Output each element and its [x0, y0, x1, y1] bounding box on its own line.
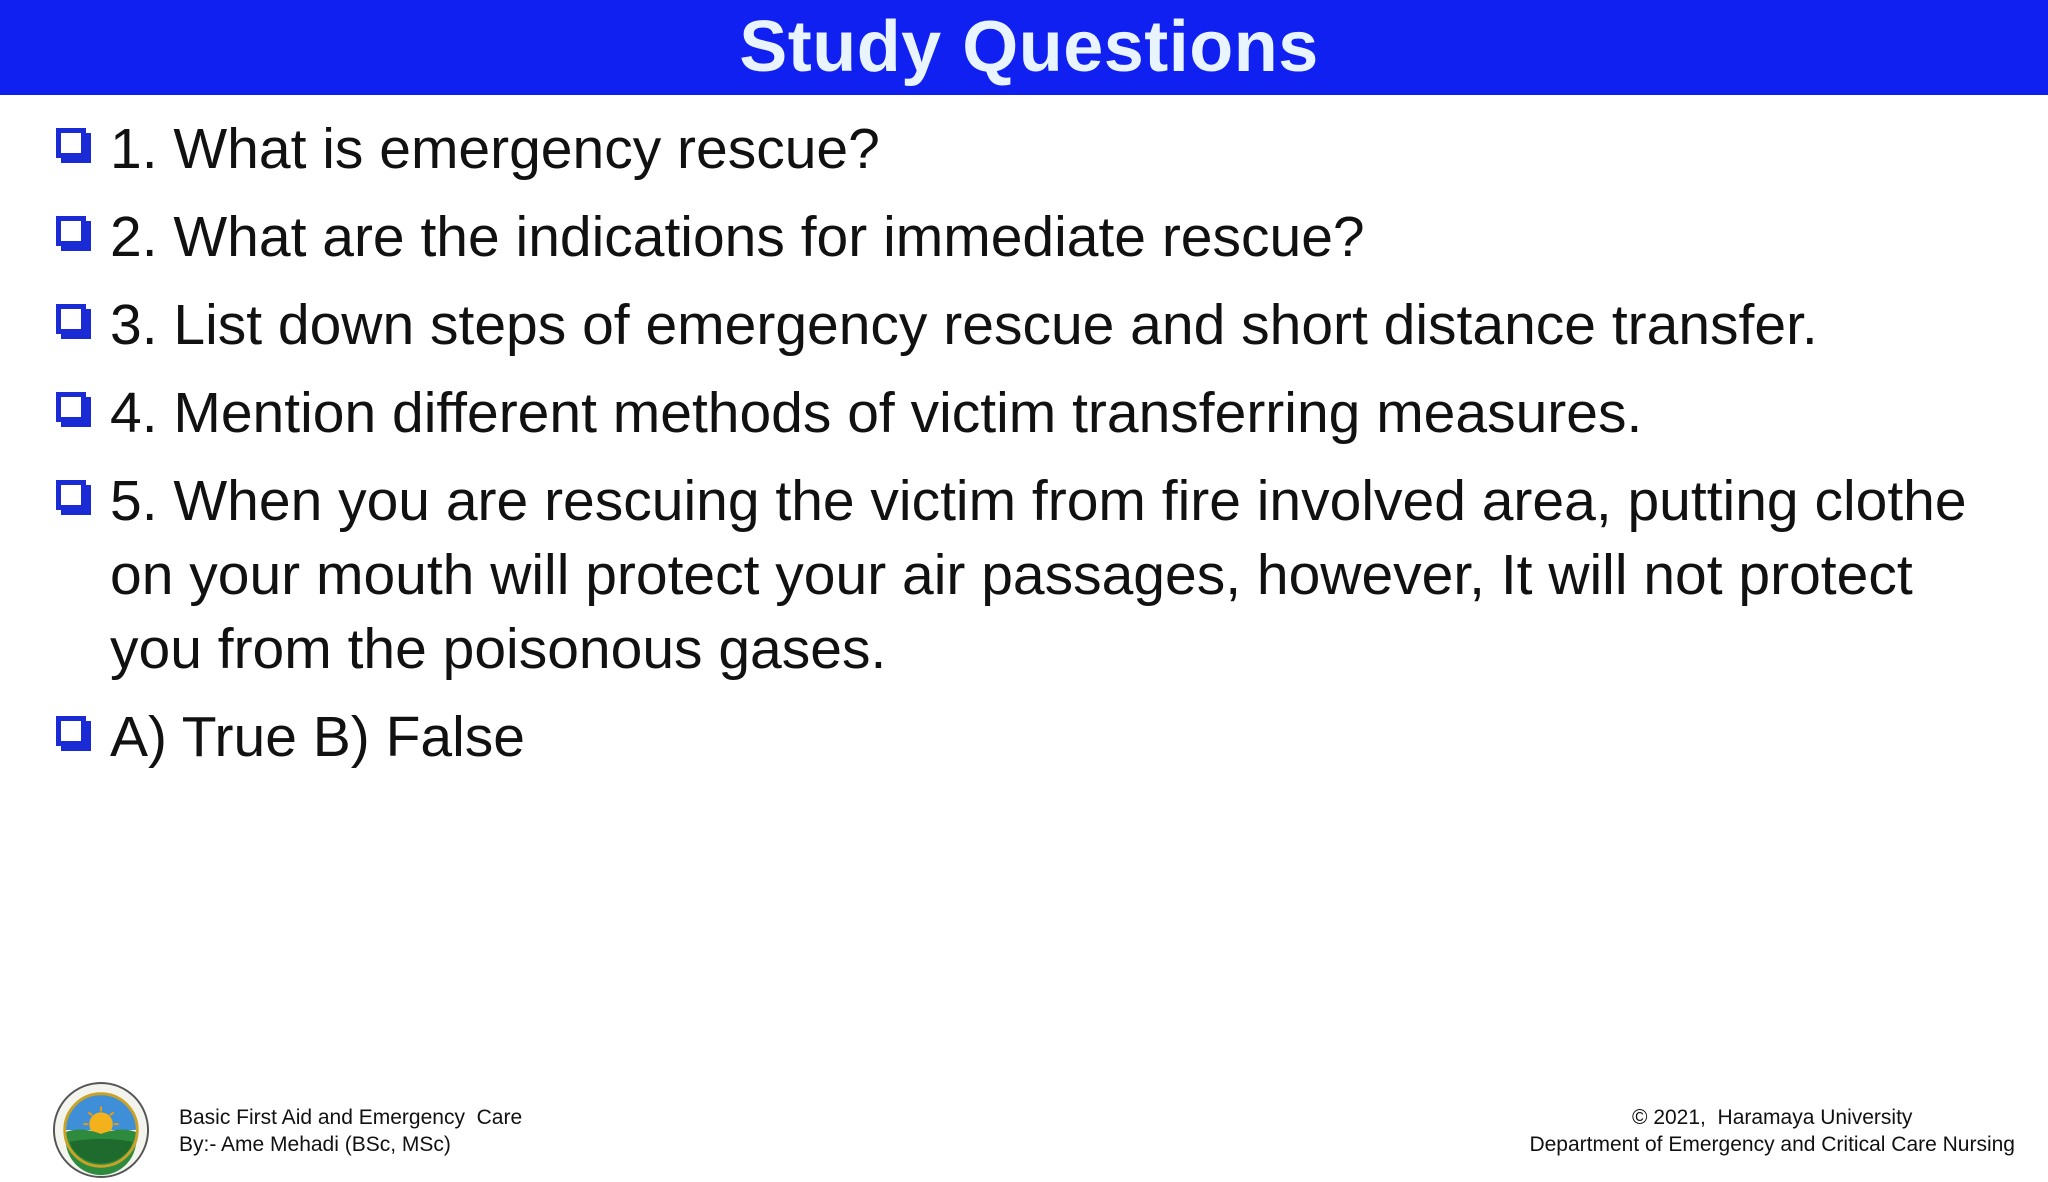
footer-author: By:- Ame Mehadi (BSc, MSc) [179, 1133, 451, 1156]
checkbox-bullet-icon [56, 216, 86, 246]
answer-options [52, 700, 2012, 774]
answer-options-text: A) True B) False [110, 705, 525, 769]
question-item [52, 464, 2012, 686]
footer-copyright: © 2021, Haramaya University [1632, 1106, 1913, 1129]
question-item [52, 288, 2012, 362]
title-bar [0, 0, 2048, 95]
question-text: 1. What is emergency rescue? [110, 117, 880, 181]
question-item [52, 376, 2012, 450]
question-text: 3. List down steps of emergency rescue and short distance transfer. [110, 293, 1818, 357]
checkbox-bullet-icon [56, 392, 86, 422]
footer-course: Basic First Aid and Emergency Care [179, 1106, 523, 1129]
checkbox-bullet-icon [56, 716, 86, 746]
checkbox-bullet-icon [56, 128, 86, 158]
footer-right [1529, 1104, 2015, 1158]
slide-title: Study Questions [739, 7, 1319, 87]
university-logo [52, 1081, 150, 1179]
footer-department: Department of Emergency and Critical Care Nursing [1529, 1133, 2015, 1156]
question-text: 4. Mention different methods of victim transferring measures. [110, 381, 1643, 445]
footer-left [179, 1104, 522, 1158]
question-text: 2. What are the indications for immediate rescue? [110, 205, 1365, 269]
question-item [52, 200, 2012, 274]
question-text: 5. When you are rescuing the victim from fire involved area, putting clothe on your mouth will protect your air passages, however, It will not protect you from the poisonous gases. [110, 469, 1967, 681]
question-list [52, 112, 2012, 788]
checkbox-bullet-icon [56, 480, 86, 510]
checkbox-bullet-icon [56, 304, 86, 334]
question-item [52, 112, 2012, 186]
